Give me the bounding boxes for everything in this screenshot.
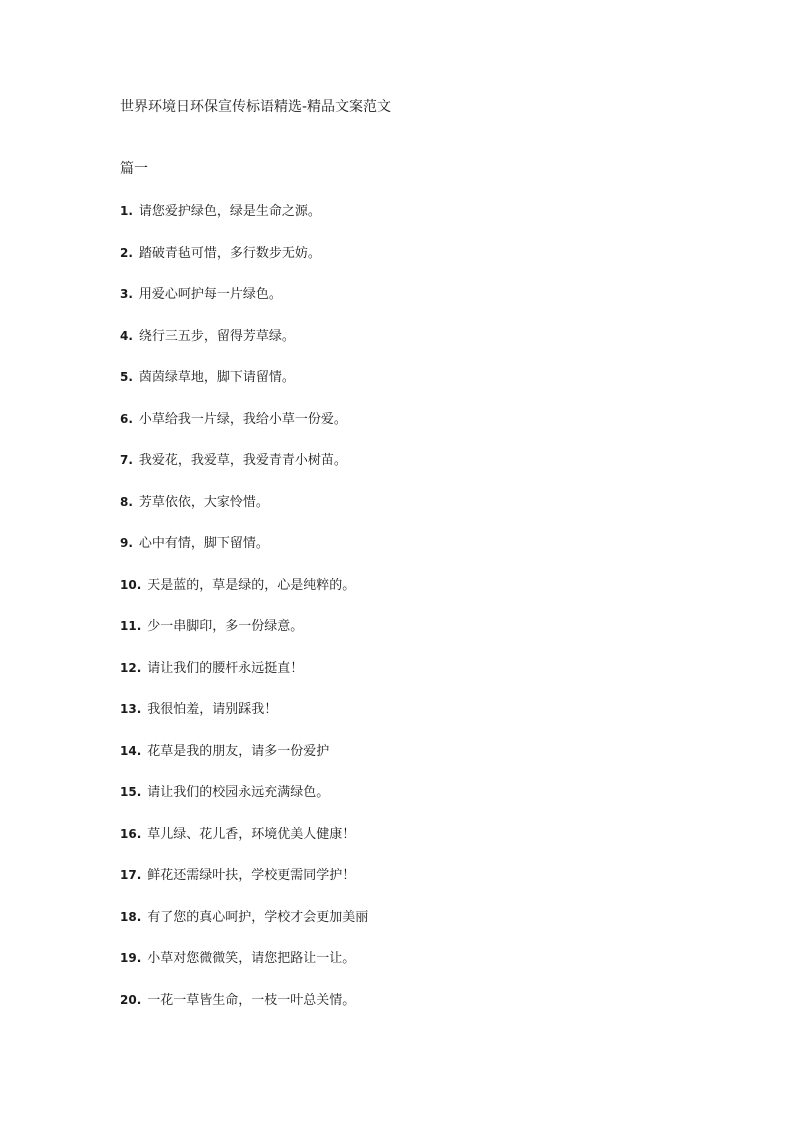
item-number: 4 [120, 328, 129, 343]
item-number: 1 [120, 204, 129, 218]
list-item [120, 990, 368, 1032]
item-number: 19 [120, 951, 137, 965]
document-title: 世界环境日环保宣传标语精选-精品文案范文 [120, 99, 392, 115]
item-number: 15 [120, 785, 137, 799]
item-number-period: . [128, 245, 133, 260]
list-item [120, 243, 368, 285]
item-number: 8 [120, 494, 129, 509]
section-heading: 篇一 [120, 161, 148, 177]
list-item [120, 782, 368, 824]
list-item [120, 533, 368, 575]
list-item [120, 824, 368, 866]
item-text: 我很怕羞，请别踩我！ [147, 702, 278, 717]
item-text: 鲜花还需绿叶扶，学校更需同学护！ [147, 868, 356, 883]
item-number-period: . [128, 370, 133, 384]
item-number-period: . [136, 951, 142, 965]
item-number-period: . [136, 743, 142, 758]
slogan-list [120, 201, 368, 1031]
item-number-period: . [136, 826, 142, 841]
item-number: 9 [120, 536, 129, 550]
item-number-period: . [136, 909, 142, 924]
item-text: 小草对您微微笑，请您把路让一让。 [147, 951, 356, 966]
item-number-period: . [128, 411, 133, 426]
item-number: 5 [120, 370, 129, 384]
list-item [120, 575, 368, 617]
item-number-period: . [128, 536, 133, 550]
item-text: 用爱心呵护每一片绿色。 [138, 287, 282, 302]
list-item [120, 948, 368, 990]
list-item [120, 201, 368, 243]
item-number-period: . [128, 328, 133, 343]
item-number: 14 [120, 743, 137, 758]
item-text: 一花一草皆生命，一枝一叶总关情。 [147, 992, 356, 1008]
item-number-period: . [136, 785, 142, 799]
item-text: 小草给我一片绿，我给小草一份爱。 [138, 411, 347, 427]
item-number-period: . [128, 204, 133, 218]
list-item [120, 326, 368, 368]
list-item [120, 450, 368, 492]
list-item [120, 367, 368, 409]
item-number: 18 [120, 909, 137, 924]
item-number-period: . [128, 453, 133, 467]
item-text: 天是蓝的，草是绿的，心是纯粹的。 [147, 577, 356, 593]
list-item [120, 616, 368, 658]
item-number-period: . [128, 287, 133, 301]
item-text: 请您爱护绿色，绿是生命之源。 [138, 204, 321, 219]
item-text: 花草是我的朋友，请多一份爱护 [147, 743, 330, 759]
item-number: 16 [120, 826, 137, 841]
item-text: 我爱花，我爱草，我爱青青小树苗。 [138, 453, 347, 468]
item-text: 草儿绿、花儿香，环境优美人健康！ [147, 826, 356, 842]
item-number-period: . [136, 702, 142, 716]
item-text: 绕行三五步，留得芳草绿。 [138, 328, 295, 344]
list-item [120, 284, 368, 326]
item-number-period: . [136, 868, 142, 882]
item-number: 2 [120, 245, 129, 260]
item-number: 17 [120, 868, 137, 882]
list-item [120, 492, 368, 534]
item-number: 7 [120, 453, 129, 467]
item-number: 11 [120, 619, 137, 633]
item-number-period: . [136, 577, 142, 592]
list-item [120, 409, 368, 451]
item-number: 3 [120, 287, 129, 301]
list-item [120, 865, 368, 907]
item-text: 有了您的真心呵护，学校才会更加美丽 [147, 909, 369, 925]
list-item [120, 907, 368, 949]
item-text: 踏破青毡可惜，多行数步无妨。 [138, 245, 321, 261]
list-item [120, 741, 368, 783]
list-item [120, 658, 368, 700]
item-text: 茵茵绿草地，脚下请留情。 [138, 370, 295, 385]
item-number-period: . [136, 660, 142, 675]
item-text: 芳草依依，大家怜惜。 [138, 494, 269, 510]
item-number: 6 [120, 411, 129, 426]
item-text: 少一串脚印，多一份绿意。 [147, 619, 304, 634]
item-number: 13 [120, 702, 137, 716]
item-number: 20 [120, 992, 137, 1007]
item-text: 心中有情，脚下留情。 [138, 536, 269, 551]
item-text: 请让我们的校园永远充满绿色。 [147, 785, 330, 800]
item-number-period: . [136, 992, 142, 1007]
item-number: 12 [120, 660, 137, 675]
item-text: 请让我们的腰杆永远挺直！ [147, 660, 304, 676]
item-number: 10 [120, 577, 137, 592]
item-number-period: . [128, 494, 133, 509]
item-number-period: . [136, 619, 142, 633]
list-item [120, 699, 368, 741]
